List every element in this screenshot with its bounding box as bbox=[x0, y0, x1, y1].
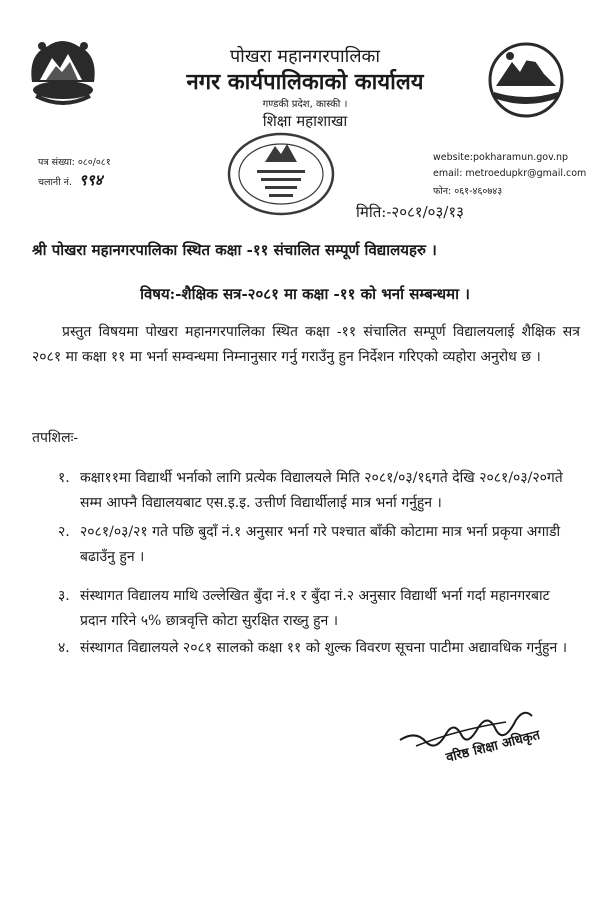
org-name: पोखरा महानगरपालिका bbox=[229, 46, 381, 67]
list-item bbox=[58, 466, 580, 516]
list-item-number: १. bbox=[58, 470, 70, 486]
body-paragraph: प्रस्तुत विषयमा पोखरा महानगरपालिका स्थित कक्षा -११ संचालित सम्पूर्ण विद्यालयलाई शैक्षिक सत्र २०८१ मा कक्षा ११ मा भर्ना सम्वन्धमा निम्नानुसार गर्नु गराउँनु हुन निर्देशन गरिएको व्यहोरा अनुरोध छ । bbox=[32, 324, 580, 365]
office-location: गण्डकी प्रदेश, कास्की । bbox=[262, 99, 348, 110]
dispatch-row bbox=[38, 170, 102, 190]
list-item-text: संस्थागत विद्यालय माथि उल्लेखित बुँदा नं.१ र बुँदा नं.२ अनुसार विद्यार्थी भर्ना गर्दा महानगरबाट प्रदान गरिने ५% छात्रवृत्ति कोटा सुरक्षित राख्नु हुन । bbox=[80, 588, 550, 629]
phone-text: फोन: ०६१-४६०७४३ bbox=[433, 186, 503, 197]
list-item-text: २०८१/०३/२१ गते पछि बुदाँ नं.१ अनुसार भर्ना गरे पश्चात बाँकी कोटामा मात्र भर्ना प्रकृया अगाडी बढाउँनु हुन । bbox=[80, 524, 561, 565]
list-item-text: संस्थागत विद्यालयले २०८१ सालको कक्षा ११ को शुल्क विवरण सूचना पाटीमा अद्यावधिक गर्नुहुन । bbox=[80, 640, 568, 656]
email-text: email: metroedupkr@gmail.com bbox=[433, 168, 587, 179]
division-name: शिक्षा महाशाखा bbox=[262, 112, 348, 130]
addressee: श्री पोखरा महानगरपालिका स्थित कक्षा -११ संचालित सम्पूर्ण विद्यालयहरु । bbox=[32, 241, 437, 259]
list-item-number: २. bbox=[58, 524, 70, 540]
signatory-title: वरिष्ठ शिक्षा अधिकृत bbox=[444, 727, 542, 766]
list-item-number: ३. bbox=[58, 588, 70, 604]
list-item-text: कक्षा११मा विद्यार्थी भर्नाको लागि प्रत्येक विद्यालयले मिति २०८१/०३/१६गते देखि २०८१/०३/२०गते सम्म आफ्नै विद्यालयबाट एस.इ.इ. उत्तीर्ण विद्यार्थीलाई मात्र भर्ना गर्नुहुन । bbox=[80, 470, 563, 511]
reference-number: पत्र संख्या: ०८०/०८१ bbox=[38, 157, 111, 168]
pokhara-metro-logo-icon bbox=[486, 40, 566, 120]
list-item bbox=[58, 520, 580, 570]
official-stamp bbox=[225, 128, 337, 220]
letter-date: मिति:-२०८१/०३/१३ bbox=[356, 203, 464, 221]
list-item-number: ४. bbox=[58, 640, 70, 656]
details-label: तपशिलः- bbox=[32, 430, 79, 446]
website-text: website:pokharamun.gov.np bbox=[433, 152, 569, 163]
subject-line: विषय:-शैक्षिक सत्र-२०८१ मा कक्षा -११ को भर्ना सम्बन्धमा । bbox=[140, 285, 470, 303]
list-item bbox=[58, 636, 580, 661]
list-item bbox=[58, 584, 580, 634]
office-name: नगर कार्यपालिकाको कार्यालय bbox=[186, 69, 424, 95]
dispatch-label: चलानी नं. bbox=[38, 177, 72, 188]
dispatch-number: ९९४ bbox=[79, 171, 103, 189]
